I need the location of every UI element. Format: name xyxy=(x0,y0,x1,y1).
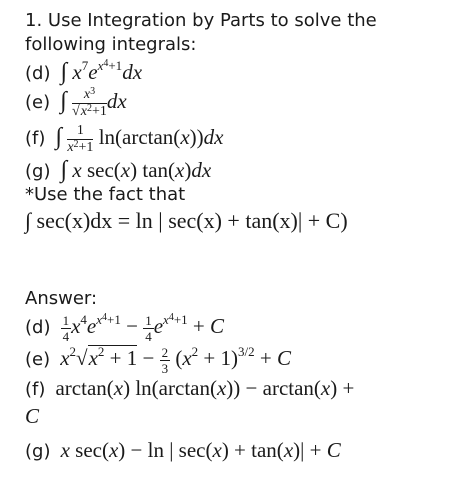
problem-e xyxy=(25,88,127,119)
answer-heading: Answer: xyxy=(25,288,98,309)
answer-g-expression: x sec(x) − ln | sec(x) + tan(x)| + C xyxy=(60,438,341,462)
problem-d xyxy=(25,60,142,84)
heading-line-2: following integrals: xyxy=(25,34,197,55)
answer-e-label: (e) xyxy=(25,349,51,371)
answer-f-constant: C xyxy=(25,404,40,428)
answer-e-expression: $x^2√x^2 + 1$ − $\frac{2}{3}$ $(x^2 + 1)^{3/2} + C$ xyxy=(60,344,291,376)
answer-f-expression: arctan(x) ln(arctan(x)) − arctan(x) + xyxy=(55,376,355,400)
answer-d xyxy=(25,314,224,343)
problem-d-label: (d) xyxy=(25,63,51,84)
problem-g-label: (g) xyxy=(25,161,51,182)
answer-e xyxy=(25,346,291,375)
answer-d-label: (d) xyxy=(25,317,51,339)
problem-f-label: (f) xyxy=(25,128,46,150)
problem-f-expression: ∫ $\frac{1}{x^2+1}$ ln(arctan(x))dx xyxy=(55,123,224,155)
problem-f xyxy=(25,124,223,155)
answer-g xyxy=(25,440,341,461)
hint-text: *Use the fact that xyxy=(25,184,186,205)
answer-f-label: (f) xyxy=(25,379,46,400)
problem-d-expression: ∫ $x^7e^{x^4+1}dx$ xyxy=(60,58,143,85)
problem-e-expression: ∫ $\frac{x^3}{√x^2+1}$ dx xyxy=(60,86,127,119)
problem-e-label: (e) xyxy=(25,92,51,114)
hint-formula: ∫ sec(x)dx = ln | sec(x) + tan(x)| + C) xyxy=(25,208,348,233)
heading-line-1: 1. Use Integration by Parts to solve the xyxy=(25,10,377,31)
answer-d-expression: $\frac{1}{4}$ $x^4e^{x^4+1}$ − $\frac{1}{4}$ $e^{x^4+1} + C$ xyxy=(62,312,225,344)
answer-f xyxy=(25,378,354,399)
answer-f-continuation xyxy=(25,406,39,427)
problem-g xyxy=(25,158,211,182)
answer-g-label: (g) xyxy=(25,441,51,462)
problem-g-expression: ∫ x sec(x) tan(x)dx xyxy=(60,157,212,183)
